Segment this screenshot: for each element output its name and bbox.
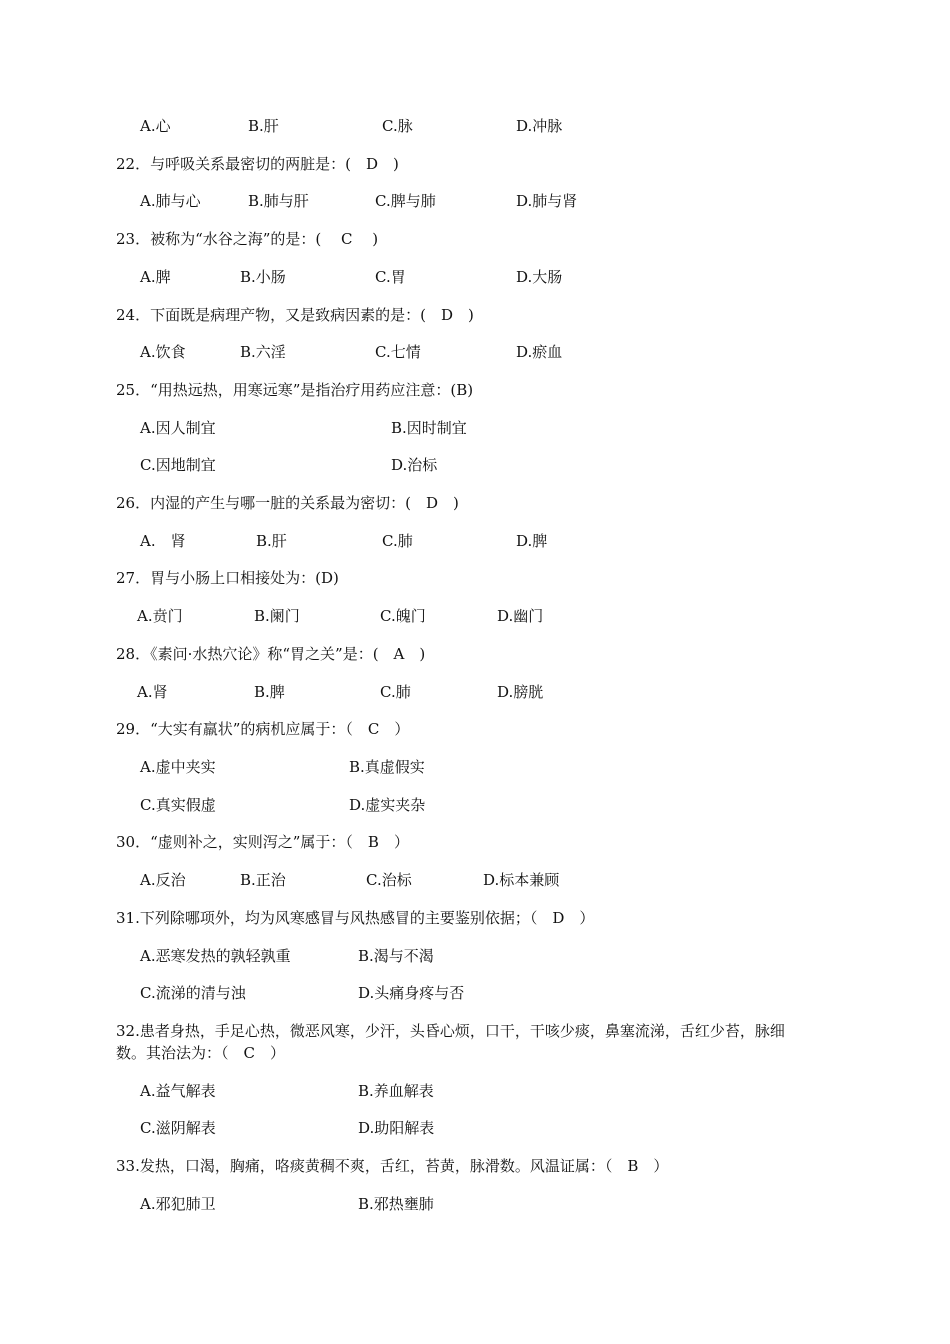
option-c: C.真实假虚 — [140, 796, 216, 814]
option-d: D.助阳解表 — [358, 1119, 435, 1137]
option-b: B.肺与肝 — [248, 192, 309, 210]
option-a: A.肾 — [137, 683, 168, 701]
option-c: C.脉 — [382, 117, 413, 135]
question-32-stem: 32.患者身热，手足心热，微恶风寒，少汗，头昏心烦，口干，干咳少痰，鼻塞流涕，舌红少苔，脉细 — [116, 1022, 785, 1040]
option-d: D.脾 — [516, 532, 548, 550]
option-a: A.脾 — [140, 268, 171, 286]
question-26-stem: 26．内湿的产生与哪一脏的关系最为密切：( D ) — [116, 494, 459, 512]
question-24-stem: 24．下面既是病理产物，又是致病因素的是：( D ) — [116, 306, 474, 324]
question-33-stem: 33.发热，口渴，胸痛，咯痰黄稠不爽，舌红，苔黄，脉滑数。风温证属：（ B ） — [116, 1157, 669, 1175]
option-c: C.魄门 — [380, 607, 426, 625]
option-d: D.治标 — [391, 456, 438, 474]
question-23-stem: 23．被称为“水谷之海”的是：( C ) — [116, 230, 379, 248]
option-d: D.肺与肾 — [516, 192, 578, 210]
option-a: A.贲门 — [137, 607, 183, 625]
option-d: D.虚实夹杂 — [349, 796, 426, 814]
option-b: B.真虚假实 — [349, 758, 425, 776]
option-a: A. 肾 — [140, 532, 186, 550]
option-c: C.因地制宜 — [140, 456, 216, 474]
option-c: C.肺 — [382, 532, 413, 550]
option-d: D.头痛身疼与否 — [358, 984, 465, 1002]
option-b: B.正治 — [240, 871, 286, 889]
option-b: B.小肠 — [240, 268, 286, 286]
question-31-stem: 31.下列除哪项外，均为风寒感冒与风热感冒的主要鉴别依据；（ D ） — [116, 909, 595, 927]
option-c: C.脾与肺 — [375, 192, 436, 210]
option-a: A.虚中夹实 — [140, 758, 216, 776]
option-a: A.邪犯肺卫 — [140, 1195, 216, 1213]
option-c: C.流涕的清与浊 — [140, 984, 246, 1002]
question-22-stem: 22．与呼吸关系最密切的两脏是：( D ) — [116, 155, 399, 173]
option-a: A.反治 — [140, 871, 186, 889]
option-a: A.恶寒发热的孰轻孰重 — [140, 947, 291, 965]
option-b: B.阑门 — [254, 607, 300, 625]
option-d: D.大肠 — [516, 268, 563, 286]
question-29-stem: 29．“大实有羸状”的病机应属于：（ C ） — [116, 720, 410, 738]
option-d: D.瘀血 — [516, 343, 563, 361]
option-a: A.肺与心 — [140, 192, 201, 210]
option-c: C.滋阴解表 — [140, 1119, 216, 1137]
option-b: B.渴与不渴 — [358, 947, 434, 965]
question-28-stem: 28．《素问·水热穴论》称“胃之关”是：( A ) — [116, 645, 426, 663]
option-b: B.因时制宜 — [391, 419, 467, 437]
question-27-stem: 27．胃与小肠上口相接处为：(D) — [116, 569, 339, 587]
option-b: B.养血解表 — [358, 1082, 434, 1100]
option-c: C.七情 — [375, 343, 421, 361]
option-b: B.肝 — [248, 117, 279, 135]
option-c: C.治标 — [366, 871, 412, 889]
option-a: A.心 — [140, 117, 171, 135]
question-32-stem-continued: 数。其治法为：（ C ） — [116, 1044, 285, 1062]
question-30-stem: 30．“虚则补之，实则泻之”属于：（ B ） — [116, 833, 409, 851]
option-b: B.肝 — [256, 532, 287, 550]
option-b: B.六淫 — [240, 343, 286, 361]
option-c: C.肺 — [380, 683, 411, 701]
option-d: D.标本兼顾 — [483, 871, 560, 889]
option-d: D.幽门 — [497, 607, 544, 625]
option-b: B.脾 — [254, 683, 285, 701]
option-c: C.胃 — [375, 268, 406, 286]
question-25-stem: 25．“用热远热，用寒远寒”是指治疗用药应注意：(B) — [116, 381, 474, 399]
option-d: D.冲脉 — [516, 117, 563, 135]
option-a: A.饮食 — [140, 343, 186, 361]
option-d: D.膀胱 — [497, 683, 544, 701]
option-b: B.邪热壅肺 — [358, 1195, 434, 1213]
option-a: A.因人制宜 — [140, 419, 216, 437]
option-a: A.益气解表 — [140, 1082, 216, 1100]
